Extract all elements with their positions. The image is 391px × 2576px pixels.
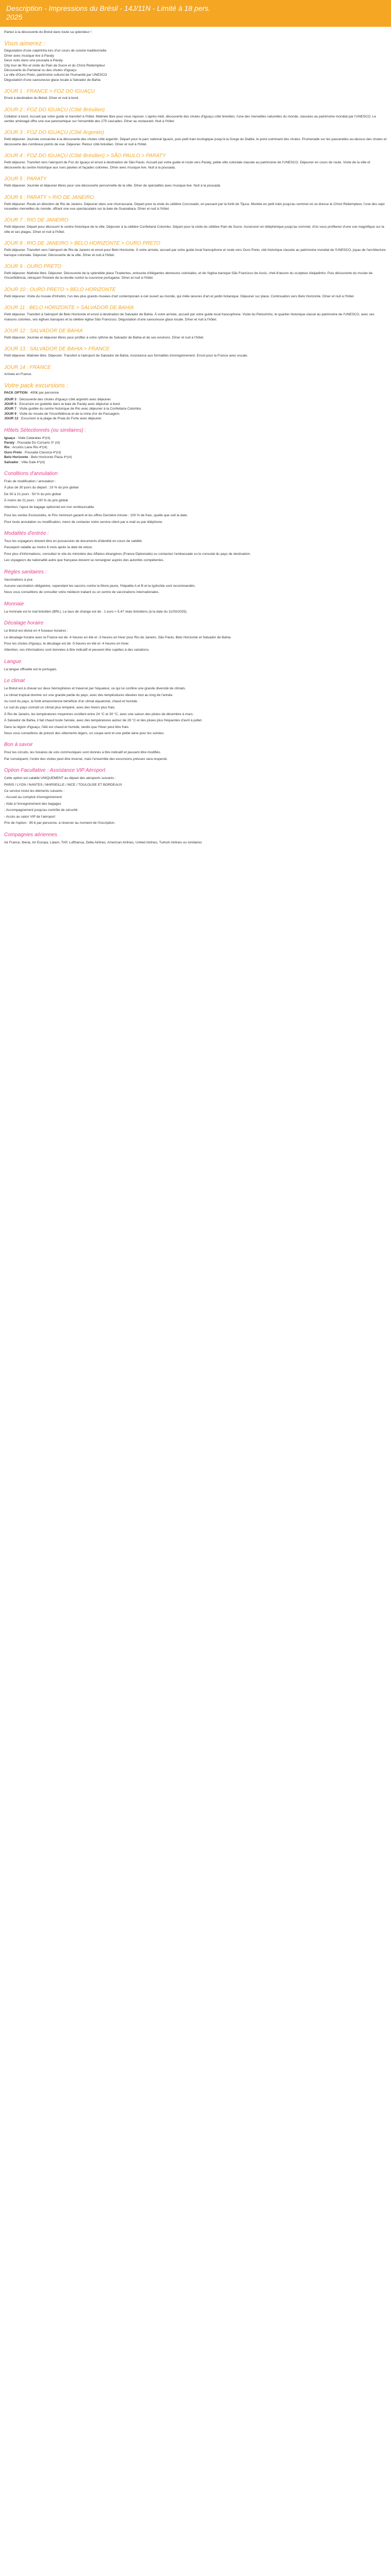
banner-title-year: 2025 [6, 13, 23, 21]
day-text: Petit déjeuner. Journée consacrée à la découverte des chutes côté argentin. Départ pour le parc national Iguazú, puis petit train écologique jusqu'à la Gorge du Diable, le point culminant des chutes. Promenade sur les passerelles au-dessus des chutes et découverte des nombreux points de vue. Déjeuner. Retour côté brésilien. Dîner et nuit à l'hôtel. [4, 138, 387, 146]
pack-option-price: : 400€ par personne [27, 391, 59, 395]
language-text: La langue officielle est le portugais. [4, 667, 57, 671]
cancellation-text: À plus de 30 jours du départ : 10 % du prix global [4, 486, 79, 490]
day-title: JOUR 14 : FRANCE [4, 364, 51, 370]
pack-item [4, 402, 387, 406]
pack-item [4, 397, 387, 402]
pack-intro [4, 391, 387, 395]
assistance-text: PARIS / LYON / NANTES / MARSEILLE / NICE / TOULOUSE ET BORDEAUX [4, 783, 122, 787]
climate-text: À Salvador de Bahia, il fait chaud toute l'année, avec des températures autour de 28 °C et des pluies plus fréquentes d'avril à juillet. [4, 719, 203, 723]
document-body [0, 27, 391, 853]
day-title: JOUR 2 : FOZ DO IGUAÇU (Côté Brésilien) [4, 107, 105, 113]
formalities-text: Pour plus d'informations, consultez le site du ministère des Affaires étrangères (France Diplomatie) ou contactez l'ambassade ou le consulat du pays de destination. [4, 552, 251, 556]
formalities-text: Les voyageurs de nationalité autre que française doivent se renseigner auprès des autorités compétentes. [4, 558, 165, 563]
day-title: JOUR 8 : RIO DE JANEIRO > BELO HORIZONTE > OURO PRETO [4, 241, 160, 247]
climate-text: Au nord du pays, la forêt amazonienne bénéficie d'un climat équatorial, chaud et humide. [4, 700, 138, 703]
timezone-text: Le décalage horaire avec la France est de -4 heures en été et -3 heures en hiver pour Rio de Janeiro, São Paulo, Belo Horizonte et Salvador de Bahia. [4, 635, 232, 639]
formalities-heading: Modalités d'entrée : [4, 530, 49, 536]
highlights-heading: Vous aimerez : [4, 40, 45, 47]
pack-day-label: JOUR 7 [4, 407, 17, 411]
currency-heading: Monnaie [4, 601, 24, 607]
day-text: Arrivée en France. [4, 372, 32, 376]
pack-day-label: JOUR 5 [4, 402, 17, 406]
pack-day-label: JOUR 12 [4, 417, 19, 421]
pack-day-text: : Excursion à la plage de Praia do Forte avec déjeuner. [18, 417, 102, 421]
assistance-text: Cette option est valable UNIQUEMENT au départ des aéroports suivants : [4, 776, 116, 781]
day-text: Petit déjeuner. Visite du musée d'Inhotim, l'un des plus grands musées d'art contemporain à ciel ouvert au monde, qui mêle œuvres d'art et jardin botanique. Déjeuner sur place. Continuation vers Belo Horizonte. Dîner et nuit à l'hôtel. [4, 294, 355, 298]
hotel-name: : Arcoiris Lane Rio 4*(nl) [9, 446, 47, 450]
assistance-text: - Accompagnement jusqu'au contrôle de sécurité [4, 808, 78, 812]
highlight-item: La ville d'Ouro Preto, patrimoine culturel de l'humanité par UNESCO [4, 73, 107, 77]
day-title: JOUR 5 : PARATY [4, 176, 47, 182]
hotel-name: : Viale Cataratas 4*(nl) [15, 436, 51, 440]
day-title: JOUR 3 : FOZ DO IGUAÇU (Côté Argentin) [4, 130, 104, 136]
airlines-heading: Compagnies aériennes [4, 832, 57, 838]
cancellation-text: Frais de modification / annulation : [4, 480, 56, 484]
highlight-item: Dégustation d'une caipirinha lors d'un cours de cuisine traditionnelle [4, 49, 107, 53]
climate-text: Nous vous conseillons de prévoir des vêtements légers, un coupe-vent et une petite laine pour les soirées. [4, 732, 165, 736]
pack-item [4, 412, 387, 416]
good-to-know-heading: Bon à savoir [4, 742, 33, 748]
day-title: JOUR 7 : RIO DE JANEIRO [4, 217, 69, 224]
day-title: JOUR 10 : OURO PRETO > BELO HORIZONTE [4, 286, 116, 293]
pack-day-text: : Visite guidée du centre historique de Rio avec déjeuner à la Confeitaria Colombo. [16, 407, 142, 411]
hotel-city: Iguaçu [4, 436, 15, 440]
hotels-heading: Hôtels Sélectionnés (ou similaires) : [4, 427, 86, 433]
day-text: Petit déjeuner. Journée et déjeuner libres pour une découverte personnelle de la ville. Dîner de spécialités avec musique live. Nuit à la pousada. [4, 184, 221, 188]
highlight-item: Deux nuits dans une pousada à Paraty [4, 59, 63, 63]
timezone-text: Le Brésil est divisé en 4 fuseaux horaires : [4, 629, 68, 633]
health-heading: Règles sanitaires : [4, 569, 47, 575]
good-to-know-text: Par conséquent, l'ordre des visites peut être inversé, mais l'ensemble des excursions prévues sera respecté. [4, 757, 168, 761]
pack-day-label: JOUR 3 [4, 397, 17, 401]
hotel-city: Ouro Preto [4, 450, 22, 454]
day-text: Envol à destination du Brésil. Dîner et nuit à bord. [4, 96, 79, 100]
highlight-item: Dîner avec musique live à Paraty [4, 54, 54, 58]
assistance-text: - Accès au salon VIP de l'aéroport [4, 815, 56, 819]
timezone-text: Attention, ces informations sont données à titre indicatif et peuvent être sujettes à des variations. [4, 648, 150, 652]
pack-list [4, 397, 387, 421]
header-banner [0, 0, 391, 27]
day-text: Petit déjeuner. Route en direction de Rio de Janeiro. Déjeuner dans une churrascaria. Départ pour la visite du célèbre Corcovado, en passant par la forêt de Tijuca. Montée en petit train jusqu'au sommet où se dresse le Christ Rédempteur, l'une des sept nouvelles merveilles du monde, offrant une vue spectaculaire sur la baie de Guanabara. Dîner et nuit à l'hôtel. [4, 202, 385, 211]
hotel-city: Paraty [4, 441, 15, 445]
day-title: JOUR 1 : FRANCE > FOZ DO IGUAÇU [4, 89, 95, 95]
good-to-know-text: Pour les circuits, les horaires de vols communiqués sont donnés à titre indicatif et peuvent être modifiés. [4, 751, 161, 755]
timezone-heading: Décalage horaire [4, 620, 44, 626]
pack-day-text: : Visite du musée de l'Inconfidência et de la mine d'or de Passagem. [16, 412, 120, 416]
highlight-item: Dégustation d'une savoureuse glace locale à Salvador de Bahia [4, 78, 101, 82]
hotel-item [4, 450, 387, 455]
assistance-text: Prix de l'option : 95 € par personne, à réserver au moment de l'inscription. [4, 821, 116, 825]
assistance-heading: Option Facultative : Assistance VIP Aéroport [4, 768, 106, 774]
pack-option-label: PACK OPTION [4, 391, 28, 395]
pack-item [4, 416, 387, 421]
formalities-text: Passeport valable au moins 6 mois après la date de retour. [4, 546, 93, 550]
timezone-text: Pour les chutes d'Iguaçu, le décalage est de -5 heures en été et -4 heures en hiver. [4, 641, 129, 646]
cancellation-text: Attention, l'ajout de bagage optionnel est non remboursable. [4, 505, 95, 509]
day-title: JOUR 6 : PARATY > RIO DE JANEIRO [4, 194, 94, 200]
hotel-name: : Pousada Classica 4*(nl) [22, 450, 61, 454]
pack-day-text: : Découverte des chutes d'Iguaçu côté argentin avec déjeuner. [16, 397, 111, 401]
climate-text: Le climat tropical domine sur une grande partie du pays, avec des températures élevées tout au long de l'année. [4, 693, 173, 697]
hotel-item [4, 455, 387, 460]
language-heading: Langue [4, 658, 22, 665]
highlights-list [4, 48, 387, 82]
day-text: Petit déjeuner. Transfert à l'aéroport de Belo Horizonte et envol à destination de Salvador de Bahia. À votre arrivée, accueil par votre guide local francophone. Visite du Pelourinho, le quartier historique classé au patrimoine de l'UNESCO, avec ses maisons colorées, ses églises baroques et la célèbre église São Francisco. Dégustation d'une savoureuse glace locale. Dîner et nuit à l'hôtel. [4, 313, 374, 321]
highlight-item: Découverte du Pantanal ou des chutes d'Iguaçu [4, 69, 77, 73]
health-text: Aucune vaccination obligatoire, cependant les vaccins contre la fièvre jaune, l'hépatite A et B et la typhoïde sont recommandés. [4, 584, 196, 588]
assistance-text: - Aide à l'enregistrement des bagages [4, 802, 61, 806]
cancellation-text: Pour les ventes Exclusivités, le Prix minimum garanti et les offres Dernière minute : 100 % de frais, quelle que soit la date. [4, 514, 188, 518]
pack-day-text: : Excursion en goélette dans la baie de Paraty avec déjeuner à bord. [16, 402, 121, 406]
hotel-item [4, 445, 387, 450]
day-title: JOUR 4 : FOZ DO IGUAÇU (Côté Brésilien) > SÃO PAULO > PARATY [4, 153, 166, 159]
intro-text: Partez à la découverte du Brésil dans toute sa splendeur ! [4, 30, 92, 34]
climate-text: Dans la région d'Iguaçu, l'été est chaud et humide, tandis que l'hiver peut être frais. [4, 725, 129, 729]
banner-title: Description - Impressions du Brésil - 14J/11N - Limité à 18 pers. [6, 4, 210, 12]
day-title: JOUR 13 : SALVADOR DE BAHIA > FRANCE [4, 346, 110, 352]
health-text: Vaccinations à jour. [4, 578, 34, 582]
climate-text: Le sud du pays connaît un climat plus tempéré, avec des hivers plus frais. [4, 706, 116, 710]
day-text: Petit déjeuner. Départ pour découvrir le centre historique de la ville. Déjeuner à la célèbre Confeitaria Colombo. Départ pour la visite du célèbre Pain de Sucre. Ascension en téléphérique jusqu'au sommet, d'où vous profiterez d'une vue magnifique sur la ville et ses plages. Dîner et nuit à l'hôtel. [4, 225, 384, 234]
assistance-text: - Accueil au comptoir d'enregistrement [4, 795, 62, 800]
day-text: Petit déjeuner. Transfert vers l'aéroport de Rio de Janeiro et envol pour Belo Horizonte. À votre arrivée, accueil par votre guide local francophone et route vers Ouro Preto, cité historique classée au patrimoine mondial de l'UNESCO, joyau de l'architecture baroque coloniale. Déjeuner. Découverte de la ville. Dîner et nuit à l'hôtel. [4, 248, 386, 257]
assistance-text: Ce service inclut les éléments suivants : [4, 789, 64, 793]
day-title: JOUR 12 : SALVADOR DE BAHIA [4, 328, 83, 334]
day-title: JOUR 9 : OURO PRETO [4, 263, 61, 269]
highlight-item: City tour de Rio et visite du Pain de Sucre et du Christ Rédempteur [4, 63, 105, 67]
airlines-text: Air France, Iberia, Air Europa, Latam, TAP, Lufthansa, Delta Airlines, American Airlines, United Airlines, Turkish Airlines ou similaires [4, 840, 202, 844]
day-title: JOUR 11 : BELO HORIZONTE > SALVADOR DE BAHIA [4, 305, 134, 311]
cancellation-text: Pour toute annulation ou modification, merci de contacter notre service client par e-mail ou par téléphone. [4, 520, 163, 524]
day-text: Petit déjeuner. Journée et déjeuner libres pour profiter à votre rythme de Salvador de Bahia et de ses environs. Dîner et nuit à l'hôtel. [4, 335, 204, 340]
cancellation-text: À moins de 21 jours : 100 % du prix global [4, 499, 68, 503]
hotel-city: Salvador [4, 460, 19, 464]
hotel-item [4, 436, 387, 440]
hotel-item [4, 440, 387, 445]
climate-text: À Rio de Janeiro, les températures moyennes oscillent entre 24 °C et 30 °C, avec une saison des pluies de décembre à mars. [4, 712, 194, 716]
pack-item [4, 406, 387, 411]
cancellation-heading: Conditions d'annulation [4, 471, 58, 477]
day-text: Collation à bord. Accueil par votre guide et transfert à l'hôtel. Matinée libre pour vous reposer. L'après-midi, découverte des chutes d'Iguaçu côté brésilien, l'une des merveilles naturelles du monde, classées au patrimoine mondial par l'UNESCO. Le sentier aménagé offre une vue panoramique sur l'ensemble des 275 cascades. Dîner au restaurant. Nuit à l'hôtel. [4, 114, 377, 124]
health-text: Nous vous conseillons de consulter votre médecin traitant ou un centre de vaccinations internationales. [4, 590, 159, 595]
pack-day-label: JOUR 9 [4, 412, 17, 416]
hotel-city: Rio [4, 446, 10, 450]
day-text: Petit déjeuner. Matinée libre. Déjeuner. Découverte de la splendide place Tiradentes, entourée d'élégantes demeures coloniales, et de l'église baroque São Francisco de Assis, chef-d'œuvre du sculpteur Aleijadinho. Puis découverte du musée de l'Inconfidência, retraçant l'histoire de la révolte contre la couronne portugaise. Dîner et nuit à l'hôtel. [4, 271, 373, 280]
day-text: Petit déjeuner. Transfert vers l'aéroport de Foz do Iguaçu et envol à destination de São Paulo. Accueil par votre guide et route vers Paraty, petite ville coloniale classée au patrimoine de l'UNESCO. Déjeuner en cours de route. Visite de la ville et découverte du centre historique aux rues pavées et façades colorées. Dîner avec musique live. Nuit à la pousada. [4, 161, 370, 170]
hotel-item [4, 460, 387, 465]
currency-text: La monnaie est le real brésilien (BRL). Le taux de change est de : 1 euro = 5,47 réais brésiliens (à la date du 11/03/2025). [4, 609, 188, 614]
hotel-name: : Villa Gale 4*(nl) [18, 460, 45, 464]
formalities-text: Tous les voyageurs doivent être en possession de documents d'identité en cours de validité. [4, 539, 143, 543]
hotel-name: : Pousada Do Corsario 3* (nl) [14, 441, 60, 445]
climate-text: Le Brésil est à cheval sur deux hémisphères et traversé par l'équateur, ce qui lui confère une grande diversité de climats. [4, 687, 186, 691]
hotel-city: Belo Horizonte [4, 455, 28, 460]
hotel-name: : Belo Horizonte Plaza 4*(nl) [28, 455, 72, 460]
pack-heading: Votre pack excursions : [4, 382, 69, 389]
climate-heading: Le climat [4, 678, 25, 684]
day-text: Petit déjeuner. Matinée libre. Déjeuner. Transfert à l'aéroport de Salvador de Bahia. Assistance aux formalités d'enregistrement. Envol pour la France avec escale. [4, 354, 248, 358]
hotels-list [4, 436, 387, 465]
cancellation-text: De 30 à 21 jours : 50 % du prix global [4, 492, 61, 496]
